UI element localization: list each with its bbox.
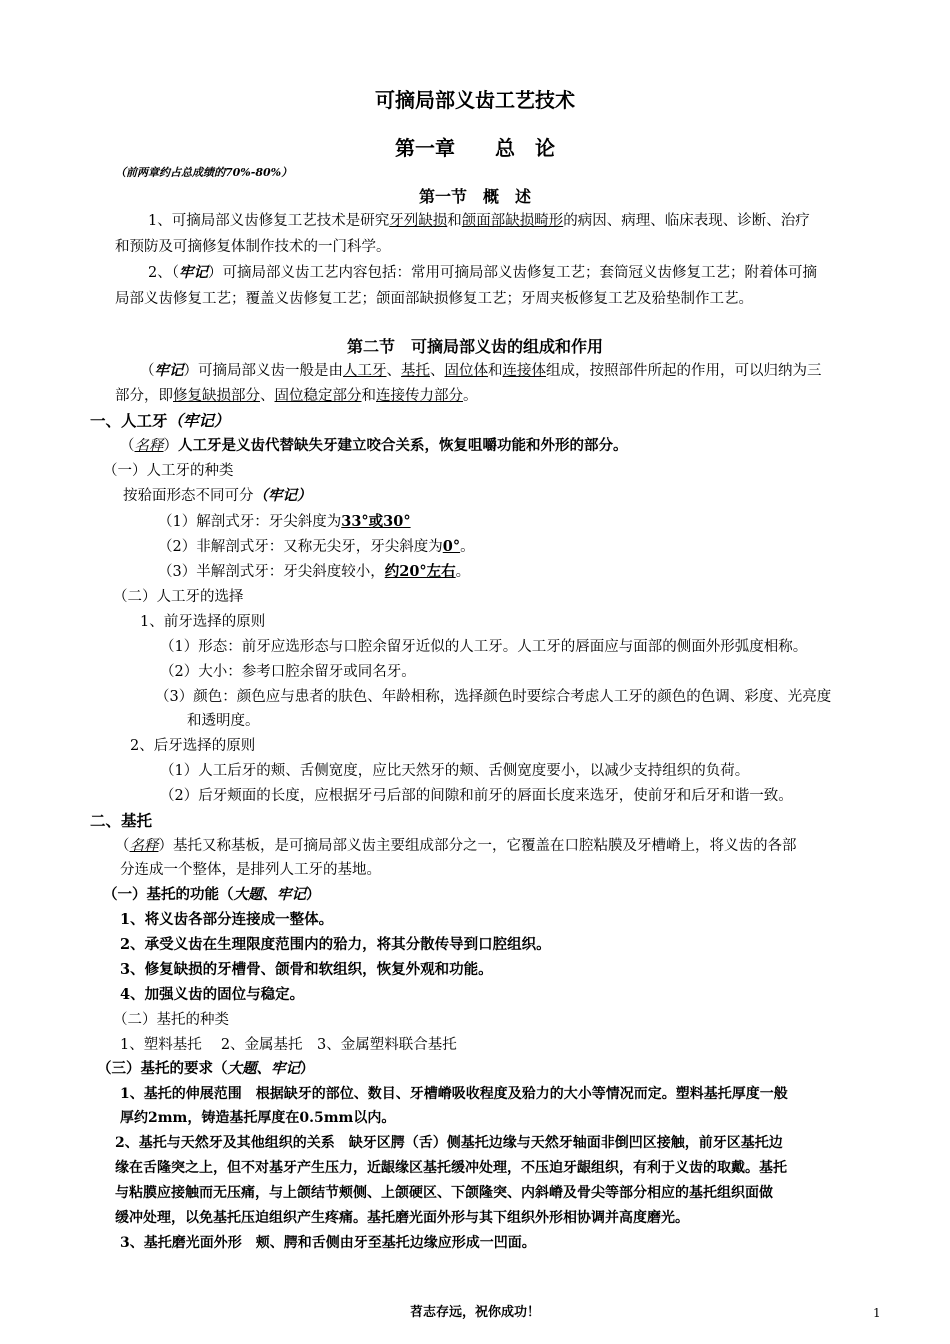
- function-1: 1、将义齿各部分连接成一整体。: [120, 911, 334, 928]
- sec2-para-line1: （牢记）可摘局部义齿一般是由人工牙、基托、固位体和连接体组成，按照部件所起的作用，可以归纳为三: [140, 362, 822, 379]
- tooth-type-2: （2）非解剖式牙：又称无尖牙，牙尖斜度为0°。: [158, 538, 475, 555]
- req-2-line3: 与粘膜应接触而无压痛，与上颌结节颊侧、上颌硬区、下颌隆突、内斜嵴及骨尖等部分相应的基托组织面做: [115, 1185, 773, 1201]
- function-2: 2、承受义齿在生理限度范围内的𬌗力，将其分散传导到口腔组织。: [120, 936, 551, 953]
- front-teeth-size: （2）大小：参考口腔余留牙或同名牙。: [160, 664, 416, 680]
- part1-definition: （名释）人工牙是义齿代替缺失牙建立咬合关系，恢复咀嚼功能和外形的部分。: [120, 437, 628, 454]
- page-number: 1: [873, 1306, 881, 1320]
- tooth-type-3: （3）半解剖式牙：牙尖斜度较小，约20°左右。: [158, 563, 471, 580]
- req-2-line1: 2、基托与天然牙及其他组织的关系 缺牙区腭（舌）侧基托边缘与天然牙轴面非倒凹区接触，前牙区基托边: [115, 1135, 783, 1151]
- section-2-heading: 第二节 可摘局部义齿的组成和作用: [346, 337, 603, 356]
- part2-definition-line2: 分连成一个整体，是排列人工牙的基地。: [120, 862, 381, 878]
- function-4: 4、加强义齿的固位与稳定。: [120, 986, 305, 1003]
- back-teeth-rule-1: （1）人工后牙的颊、舌侧宽度，应比天然牙的颊、舌侧宽度要小，以减少支持组织的负荷。: [160, 763, 750, 779]
- part1-heading: 一、人工牙（牢记）: [90, 411, 230, 430]
- tooth-type-1: （1）解剖式牙：牙尖斜度为33°或30°: [158, 513, 411, 530]
- part2-definition-line1: （名释）基托又称基板，是可摘局部义齿主要组成部分之一，它覆盖在口腔粘膜及牙槽嵴上，将义齿的各部: [115, 838, 797, 854]
- footer-motto: 苕志存远，祝你成功！: [409, 1305, 540, 1320]
- req-2-line4: 缓冲处理，以免基托压迫组织产生疼痛。基托磨光面外形与其下组织外形相协调并高度磨光。: [115, 1210, 689, 1226]
- front-teeth-shape: （1）形态：前牙应选形态与口腔余留牙近似的人工牙。人工牙的唇面应与面部的侧面外形弧度相称。: [160, 639, 808, 655]
- function-heading: （一）基托的功能（大题、牢记）: [103, 886, 321, 903]
- chapter-heading: 第一章 总 论: [395, 136, 555, 160]
- sec1-para2-line1: 2、（牢记）可摘局部义齿工艺内容包括：常用可摘局部义齿修复工艺；套筒冠义齿修复工艺；附着体可摘: [148, 264, 817, 281]
- front-teeth-color-cont: 和透明度。: [187, 713, 260, 729]
- part1-sub1-heading: （一）人工牙的种类: [103, 463, 234, 479]
- req-2-line2: 缘在舌隆突之上，但不对基牙产生压力，近龈缘区基托缓冲处理，不压迫牙龈组织，有利于义齿的取戴。基托: [115, 1160, 787, 1176]
- req-3: 3、基托磨光面外形 颊、腭和舌侧由牙至基托边缘应形成一凹面。: [120, 1235, 536, 1251]
- function-3: 3、修复缺损的牙槽骨、颌骨和软组织，恢复外观和功能。: [120, 961, 493, 978]
- sec1-para1-line2: 和预防及可摘修复体制作技术的一门科学。: [115, 239, 391, 255]
- back-teeth-heading: 2、后牙选择的原则: [130, 738, 256, 754]
- part2-heading: 二、基托: [90, 811, 153, 830]
- document-title: 可摘局部义齿工艺技术: [375, 88, 575, 112]
- kinds-list: 1、塑料基托 2、金属基托 3、金属塑料联合基托: [120, 1037, 457, 1053]
- section-1-heading: 第一节 概 述: [418, 187, 531, 206]
- req-1-line1: 1、基托的伸展范围 根据缺牙的部位、数目、牙槽嵴吸收程度及𬌗力的大小等情况而定。塑料基托厚度一般: [120, 1086, 788, 1102]
- requirements-heading: （三）基托的要求（大题、牢记）: [97, 1060, 315, 1077]
- sec1-para1-line1: 1、可摘局部义齿修复工艺技术是研究牙列缺损和颌面部缺损畸形的病因、病理、临床表现、诊断、治疗: [148, 213, 810, 229]
- chapter-note: （前两章约占总成绩的70%-80%）: [115, 166, 293, 179]
- sec2-para-line2: 部分，即修复缺损部分、固位稳定部分和连接传力部分。: [115, 388, 478, 404]
- front-teeth-color: （3）颜色：颜色应与患者的肤色、年龄相称，选择颜色时要综合考虑人工牙的颜色的色调、彩度、光亮度: [155, 689, 832, 705]
- part1-sub1-intro: 按𬌗面形态不同可分（牢记）: [123, 487, 312, 504]
- req-1-line2: 厚约2mm，铸造基托厚度在0.5mm以内。: [120, 1110, 396, 1126]
- front-teeth-heading: 1、前牙选择的原则: [140, 614, 266, 630]
- back-teeth-rule-2: （2）后牙颊面的长度，应根据牙弓后部的间隙和前牙的唇面长度来选牙，使前牙和后牙和谐一致。: [160, 788, 793, 804]
- sec1-para2-line2: 局部义齿修复工艺；覆盖义齿修复工艺；颌面部缺损修复工艺；牙周夹板修复工艺及𬌗垫制作工艺。: [115, 291, 753, 307]
- part1-sub2-heading: （二）人工牙的选择: [113, 589, 244, 605]
- kinds-heading: （二）基托的种类: [113, 1012, 229, 1028]
